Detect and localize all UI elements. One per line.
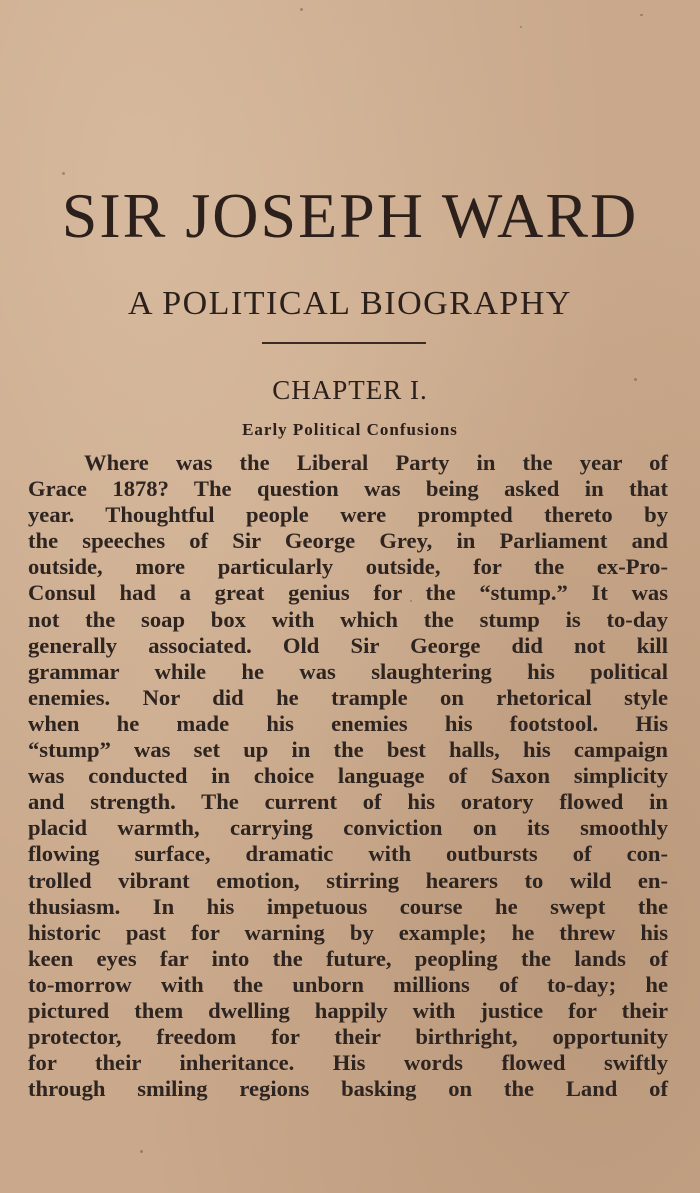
body-line: for their inheritance. His words flowed swiftly (28, 1050, 668, 1076)
body-line: placid warmth, carrying conviction on its smoothly (28, 815, 668, 841)
body-line: year. Thoughtful people were prompted thereto by (28, 502, 668, 528)
chapter-title: Early Political Confusions (242, 420, 458, 439)
book-subtitle: A POLITICAL BIOGRAPHY (128, 285, 572, 322)
body-line: Consul had a great genius for the “stump.” It was (28, 580, 668, 606)
body-line: “stump” was set up in the best halls, his campaign (28, 737, 668, 763)
body-text (28, 450, 668, 1102)
chapter-heading: CHAPTER I. (272, 375, 428, 405)
paper-speck (520, 26, 522, 28)
paper-speck (640, 14, 643, 16)
book-title: SIR JOSEPH WARD (61, 180, 639, 251)
body-line: to-morrow with the unborn millions of to-day; he (28, 971, 668, 997)
body-line: outside, more particularly outside, for the ex-Pro- (28, 554, 668, 580)
body-line: grammar while he was slaughtering his political (28, 658, 668, 684)
body-line: generally associated. Old Sir George did not kill (28, 632, 668, 658)
paper-speck (300, 8, 303, 11)
body-line: Where was the Liberal Party in the year of (84, 450, 668, 475)
paper-speck (62, 172, 65, 175)
body-line: flowing surface, dramatic with outbursts of con- (28, 841, 668, 867)
body-line: enemies. Nor did he trample on rhetorical style (28, 684, 668, 710)
body-line: Grace 1878? The question was being asked in that (28, 476, 668, 502)
body-line: thusiasm. In his impetuous course he swept the (28, 893, 668, 919)
body-line: not the soap box with which the stump is to-day (28, 606, 668, 632)
body-line: was conducted in choice language of Saxon simplicity (28, 763, 668, 789)
body-line: pictured them dwelling happily with justice for their (28, 997, 668, 1023)
body-line: through smiling regions basking on the Land of (28, 1076, 668, 1102)
paper-speck (140, 1150, 143, 1153)
paper-speck (410, 600, 412, 602)
body-line: keen eyes far into the future, peopling the lands of (28, 945, 668, 971)
body-line: historic past for warning by example; he threw his (28, 919, 668, 945)
body-line: trolled vibrant emotion, stirring hearers to wild en- (28, 867, 668, 893)
body-line: the speeches of Sir George Grey, in Parliament and (28, 528, 668, 554)
body-line: protector, freedom for their birthright, opportunity (28, 1024, 668, 1050)
paper-speck (634, 378, 637, 381)
body-line: when he made his enemies his footstool. His (28, 710, 668, 736)
title-divider (262, 342, 426, 344)
body-line: and strength. The current of his oratory flowed in (28, 789, 668, 815)
